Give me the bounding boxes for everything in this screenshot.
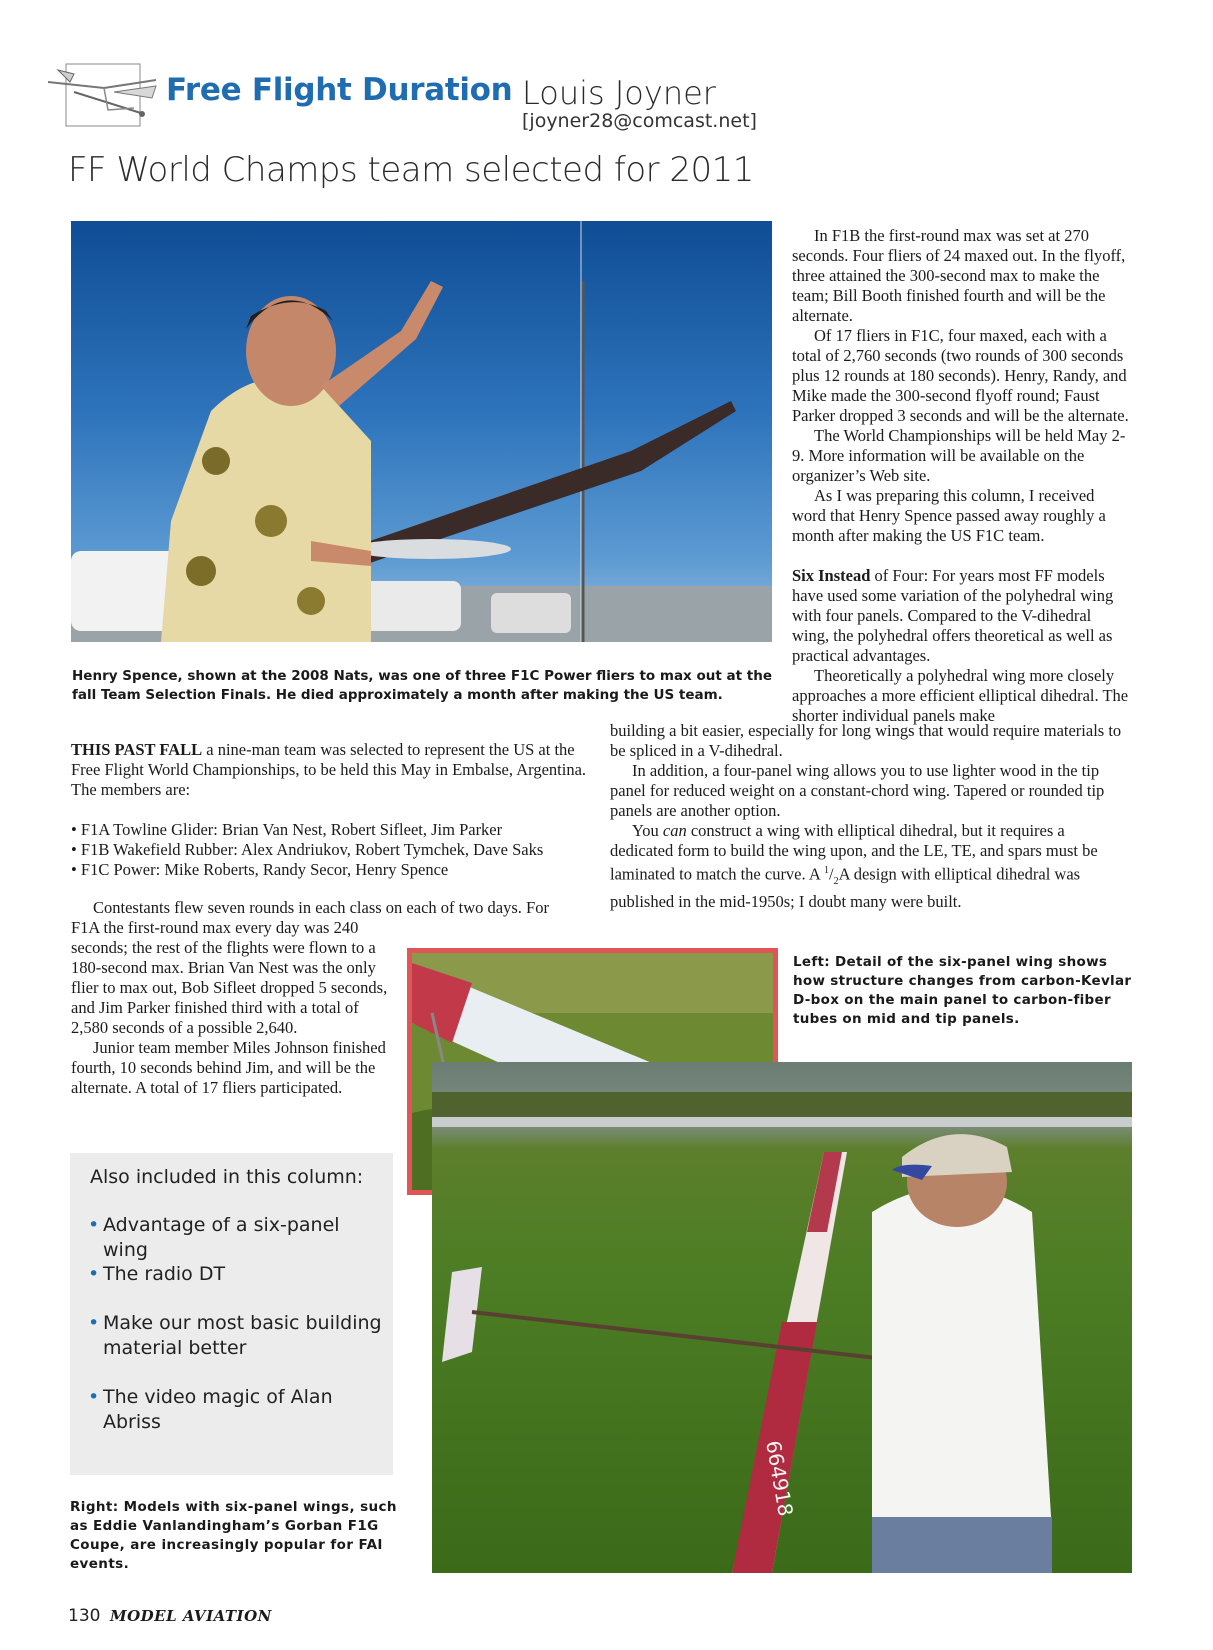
author-email: [joyner28@comcast.net] xyxy=(522,110,757,132)
sidebar-item-radio-dt xyxy=(88,1262,388,1287)
sidebar-item-label: The radio DT xyxy=(103,1263,226,1285)
page-number: 130 xyxy=(68,1606,101,1626)
sidebar-item-label: Make our most basic building material better xyxy=(103,1312,382,1359)
article-headline: FF World Champs team selected for 2011 xyxy=(68,150,754,190)
paragraph-f1c: Of 17 fliers in F1C, four maxed, each with a total of 2,760 seconds (two rounds of 300 seconds plus 12 rounds at 180 seconds). Henry, Randy, and Mike made the 300-second flyoff round; Faust Parker dropped 3 seconds and will be the alternate. xyxy=(792,326,1129,425)
paragraph-intro xyxy=(71,740,591,800)
article-contestants-wide xyxy=(71,898,591,918)
you-can-after: construct a wing with elliptical dihedral, but it requires a dedicated form to build the wing upon, and the LE, TE, and spars must be laminated to match the curve. A xyxy=(610,821,1098,884)
intro-lead: THIS PAST FALL xyxy=(71,740,203,759)
member-f1c: • F1C Power: Mike Roberts, Randy Secor, Henry Spence xyxy=(71,860,449,879)
fraction-denominator: 2 xyxy=(833,875,839,887)
member-f1b: • F1B Wakefield Rubber: Alex Andriukov, Robert Tymchek, Dave Saks xyxy=(71,840,544,859)
you-can-emphasis: can xyxy=(662,821,687,840)
photo-henry-spence-scene xyxy=(71,221,772,642)
article-right-column xyxy=(792,226,1132,726)
paragraph-contestants-line1: Contestants flew seven rounds in each class on each of two days. For xyxy=(93,898,549,917)
paragraph-building: building a bit easier, especially for long wings that would require materials to be spliced in a V-dihedral. xyxy=(610,721,1122,760)
paragraph-you-can: You can construct a wing with elliptical dihedral, but it requires a dedicated form to build the wing upon, and the LE, TE, and spars must be laminated to match the curve. A $^1/_2A$ design with elliptical dihedral was published in the mid-1950s; I doubt many were built. xyxy=(610,821,1098,911)
article-intro xyxy=(71,740,591,880)
article-contestants-narrow xyxy=(71,918,391,1098)
member-f1a: • F1A Towline Glider: Brian Van Nest, Robert Sifleet, Jim Parker xyxy=(71,820,503,839)
bullet-icon: • xyxy=(88,1312,100,1334)
sidebar-item-label: The video magic of Alan Abriss xyxy=(103,1386,333,1433)
paragraph-f1b: In F1B the first-round max was set at 270 seconds. Four fliers of 24 maxed out. In the flyoff, three attained the 300-second max to make the team; Bill Booth finished fourth and will be the alternate. xyxy=(792,226,1126,325)
wing-registration-text: 664918 xyxy=(761,1438,798,1519)
you-can-before: You xyxy=(632,821,663,840)
paragraph-six-instead xyxy=(792,566,1132,666)
sidebar-heading: Also included in this column: xyxy=(90,1166,364,1188)
paragraph-theoretically: Theoretically a polyhedral wing more closely approaches a more efficient elliptical dihedral. The shorter individual panels make xyxy=(792,666,1129,725)
bullet-icon: • xyxy=(88,1386,100,1408)
paragraph-world-champs: The World Championships will be held May 2-9. More information will be available on the organizer’s Web site. xyxy=(792,426,1126,485)
sidebar-item-video-magic xyxy=(88,1385,388,1435)
paragraph-junior: Junior team member Miles Johnson finished fourth, 10 seconds behind Jim, and will be the alternate. A total of 17 fliers participated. xyxy=(71,1038,386,1097)
free-flight-logo xyxy=(44,52,162,134)
magazine-name: MODEL AVIATION xyxy=(110,1607,272,1625)
author-name: Louis Joyner xyxy=(522,74,716,112)
sidebar-item-building-material xyxy=(88,1311,388,1361)
sidebar-item-six-panel xyxy=(88,1213,388,1263)
caption-right-photo: Right: Models with six-panel wings, such as Eddie Vanlandingham’s Gorban F1G Coupe, are increasingly popular for FAI events. xyxy=(70,1499,397,1572)
department-title: Free Flight Duration xyxy=(166,72,513,108)
article-mid-column xyxy=(610,721,1130,912)
bullet-icon: • xyxy=(88,1263,100,1285)
intro-text: a nine-man team was selected to represent the US at the Free Flight World Championships, to be held this May in Embalse, Argentina. The members are: xyxy=(71,740,587,799)
you-can-end: A design with elliptical dihedral was published in the mid-1950s; I doubt many were built. xyxy=(610,864,1081,911)
six-instead-text: of Four: For years most FF models have used some variation of the polyhedral wing with four panels. Compared to the V-dihedral wing, the polyhedral offers theoretical as well as practical advantages. xyxy=(792,566,1114,665)
photo-eddie-vanlandingham xyxy=(432,1062,1132,1573)
photo-henry-spence xyxy=(71,221,772,642)
paragraph-four-panel: In addition, a four-panel wing allows you to use lighter wood in the tip panel for reduced weight on a constant-chord wing. Tapered or rounded tip panels are another option. xyxy=(610,761,1105,820)
bullet-icon: • xyxy=(88,1214,100,1236)
sidebar-item-label: Advantage of a six-panel wing xyxy=(103,1214,340,1261)
fraction-numerator: 1 xyxy=(823,865,829,876)
caption-wing-detail: Left: Detail of the six-panel wing shows how structure changes from carbon-Kevlar D-box on the main panel to carbon-fiber tubes on mid and tip panels. xyxy=(793,954,1132,1027)
paragraph-contestants-rest: F1A the first-round max every day was 240 seconds; the rest of the flights were flown to a 180-second max. Brian Van Nest was the only flier to max out, Bob Sifleet dropped 5 seconds, and Jim Parker finished third with a total of 2,580 seconds of a possible 2,640. xyxy=(71,918,388,1037)
photo-eddie-scene xyxy=(432,1062,1132,1573)
paragraph-henry-spence: As I was preparing this column, I received word that Henry Spence passed away roughly a month after making the US F1C team. xyxy=(792,486,1106,545)
subhead-six-instead: Six Instead xyxy=(792,566,871,585)
caption-top-photo: Henry Spence, shown at the 2008 Nats, was one of three F1C Power fliers to max out at the fall Team Selection Finals. He died approximately a month after making the US team. xyxy=(72,668,772,703)
